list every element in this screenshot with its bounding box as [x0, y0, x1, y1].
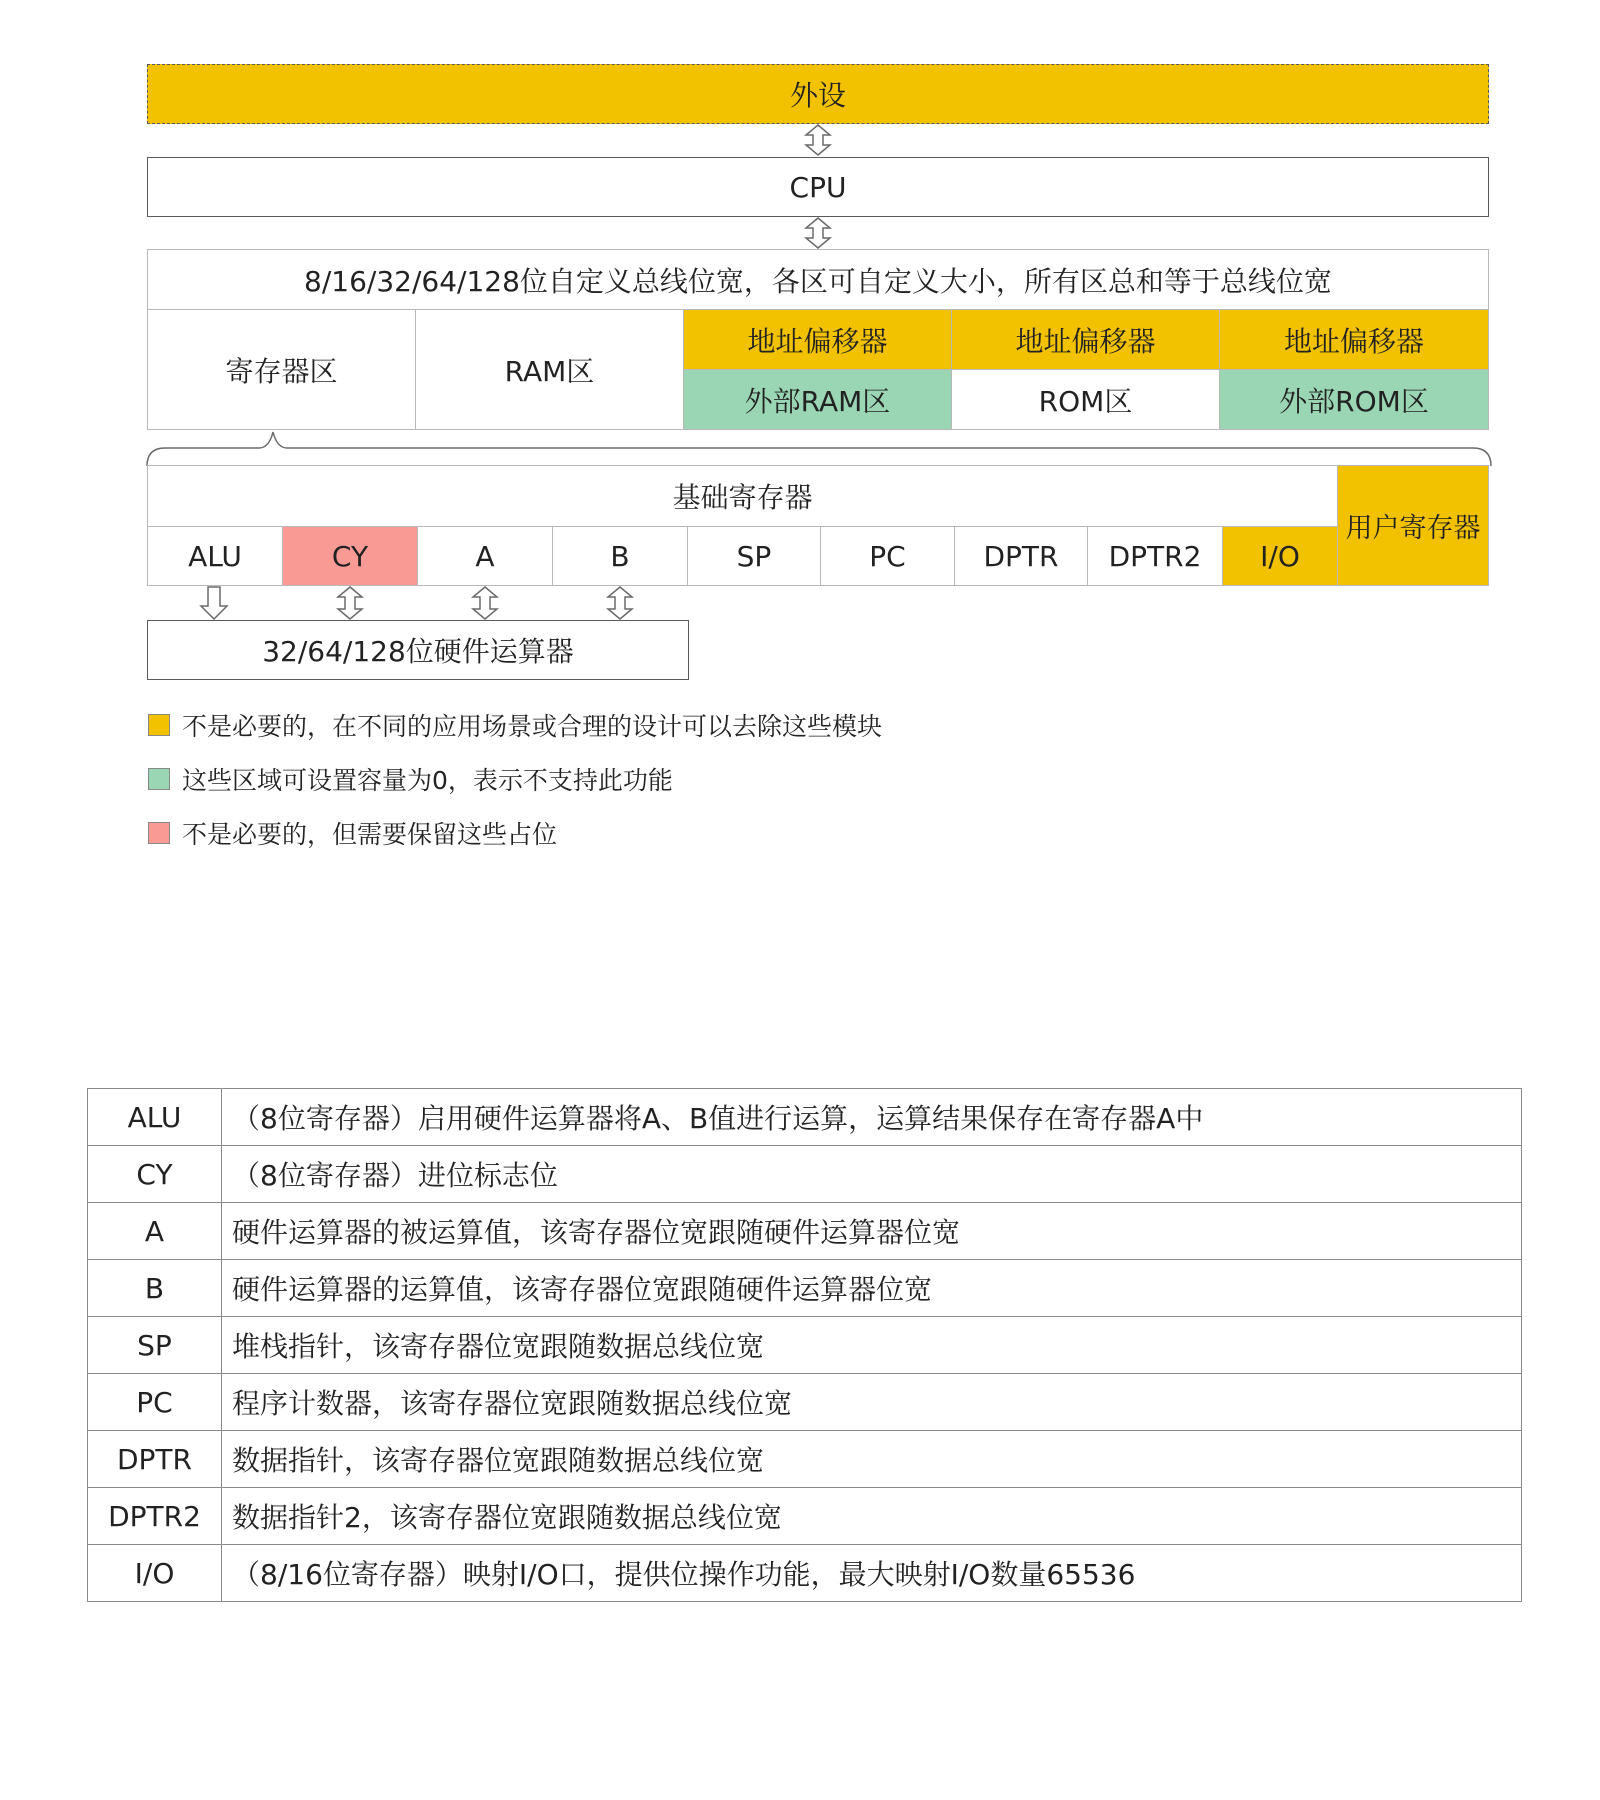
ext-ram-area: [683, 369, 952, 430]
double-arrow-icon: [332, 586, 368, 620]
bus-header-label: 8/16/32/64/128位自定义总线位宽，各区可自定义大小，所有区总和等于总线位宽: [304, 264, 1332, 298]
cpu-box: [147, 157, 1489, 217]
register-name-cell: B: [88, 1260, 222, 1317]
user-registers-label: 用户寄存器: [1345, 513, 1481, 544]
double-arrow-icon: [602, 586, 638, 620]
legend-swatch: [148, 714, 170, 736]
table-row: [88, 1374, 1522, 1431]
ext-rom-area: [1219, 369, 1489, 430]
register-description-table: [87, 1088, 1522, 1602]
ext-ram-label: 外部RAM区: [744, 384, 891, 418]
table-row: [88, 1317, 1522, 1374]
register-name-cell: I/O: [88, 1545, 222, 1602]
register-desc-cell: （8位寄存器）启用硬件运算器将A、B值进行运算，运算结果保存在寄存器A中: [222, 1089, 1522, 1146]
legend-swatch: [148, 822, 170, 844]
table-row: [88, 1431, 1522, 1488]
user-registers: [1337, 465, 1489, 586]
register-label: I/O: [1260, 539, 1300, 573]
register-label: DPTR2: [1108, 539, 1202, 573]
legend-text: 不是必要的，但需要保留这些占位: [182, 820, 558, 849]
offset-ext-ram: [683, 309, 952, 370]
register-desc-cell: （8位寄存器）进位标志位: [222, 1146, 1522, 1203]
down-arrow-icon: [196, 586, 232, 620]
legend-item: [148, 765, 673, 793]
double-arrow-icon: [800, 217, 836, 249]
register-dptr: [954, 526, 1088, 586]
register-desc-cell: 堆栈指针，该寄存器位宽跟随数据总线位宽: [222, 1317, 1522, 1374]
register-label: DPTR: [983, 539, 1059, 573]
register-sp: [687, 526, 821, 586]
offset-label: 地址偏移器: [1015, 324, 1156, 358]
table-row: [88, 1260, 1522, 1317]
register-desc-cell: 程序计数器，该寄存器位宽跟随数据总线位宽: [222, 1374, 1522, 1431]
register-pc: [820, 526, 955, 586]
register-desc-cell: 数据指针2，该寄存器位宽跟随数据总线位宽: [222, 1488, 1522, 1545]
bus-header: [147, 249, 1489, 310]
register-name-cell: CY: [88, 1146, 222, 1203]
ram-area: [415, 309, 684, 430]
register-name-cell: A: [88, 1203, 222, 1260]
register-area-label: 寄存器区: [225, 354, 338, 388]
register-cy: [282, 526, 418, 586]
offset-ext-rom: [1219, 309, 1489, 370]
register-dptr2: [1087, 526, 1223, 586]
legend-swatch: [148, 768, 170, 790]
register-label: ALU: [188, 539, 242, 573]
register-name-cell: PC: [88, 1374, 222, 1431]
brace-connector: [145, 428, 1493, 468]
register-a: [417, 526, 553, 586]
offset-label: 地址偏移器: [747, 324, 888, 358]
peripheral-box: [147, 64, 1489, 124]
ext-rom-label: 外部ROM区: [1279, 384, 1429, 418]
register-name-cell: DPTR: [88, 1431, 222, 1488]
register-name-cell: ALU: [88, 1089, 222, 1146]
register-label: PC: [869, 539, 906, 573]
register-label: A: [475, 539, 495, 573]
register-label: B: [610, 539, 630, 573]
register-io: [1222, 526, 1338, 586]
rom-label: ROM区: [1038, 384, 1133, 418]
table-row: [88, 1488, 1522, 1545]
register-desc-cell: （8/16位寄存器）映射I/O口，提供位操作功能，最大映射I/O数量65536: [222, 1545, 1522, 1602]
offset-label: 地址偏移器: [1283, 324, 1424, 358]
legend-text: 这些区域可设置容量为0，表示不支持此功能: [182, 766, 673, 795]
table-row: [88, 1545, 1522, 1602]
register-area: [147, 309, 416, 430]
legend-text: 不是必要的，在不同的应用场景或合理的设计可以去除这些模块: [182, 712, 883, 741]
legend-item: [148, 711, 882, 739]
register-label: SP: [736, 539, 772, 573]
base-registers-label: 基础寄存器: [672, 481, 813, 514]
table-row: [88, 1146, 1522, 1203]
register-name-cell: SP: [88, 1317, 222, 1374]
hardware-alu-label: 32/64/128位硬件运算器: [262, 635, 574, 668]
offset-rom: [951, 309, 1220, 370]
register-desc-cell: 硬件运算器的被运算值，该寄存器位宽跟随硬件运算器位宽: [222, 1203, 1522, 1260]
register-desc-cell: 数据指针，该寄存器位宽跟随数据总线位宽: [222, 1431, 1522, 1488]
ram-area-label: RAM区: [504, 354, 595, 388]
double-arrow-icon: [467, 586, 503, 620]
register-name-cell: DPTR2: [88, 1488, 222, 1545]
table-row: [88, 1089, 1522, 1146]
double-arrow-icon: [800, 124, 836, 156]
hardware-alu-unit: [147, 620, 689, 680]
rom-area: [951, 369, 1220, 430]
register-alu: [147, 526, 283, 586]
register-b: [552, 526, 688, 586]
register-desc-cell: 硬件运算器的运算值，该寄存器位宽跟随硬件运算器位宽: [222, 1260, 1522, 1317]
register-label: CY: [331, 539, 369, 573]
base-registers-header: [147, 465, 1338, 527]
table-row: [88, 1203, 1522, 1260]
peripheral-label: 外设: [789, 79, 846, 112]
cpu-label: CPU: [789, 170, 847, 204]
legend-item: [148, 819, 557, 847]
